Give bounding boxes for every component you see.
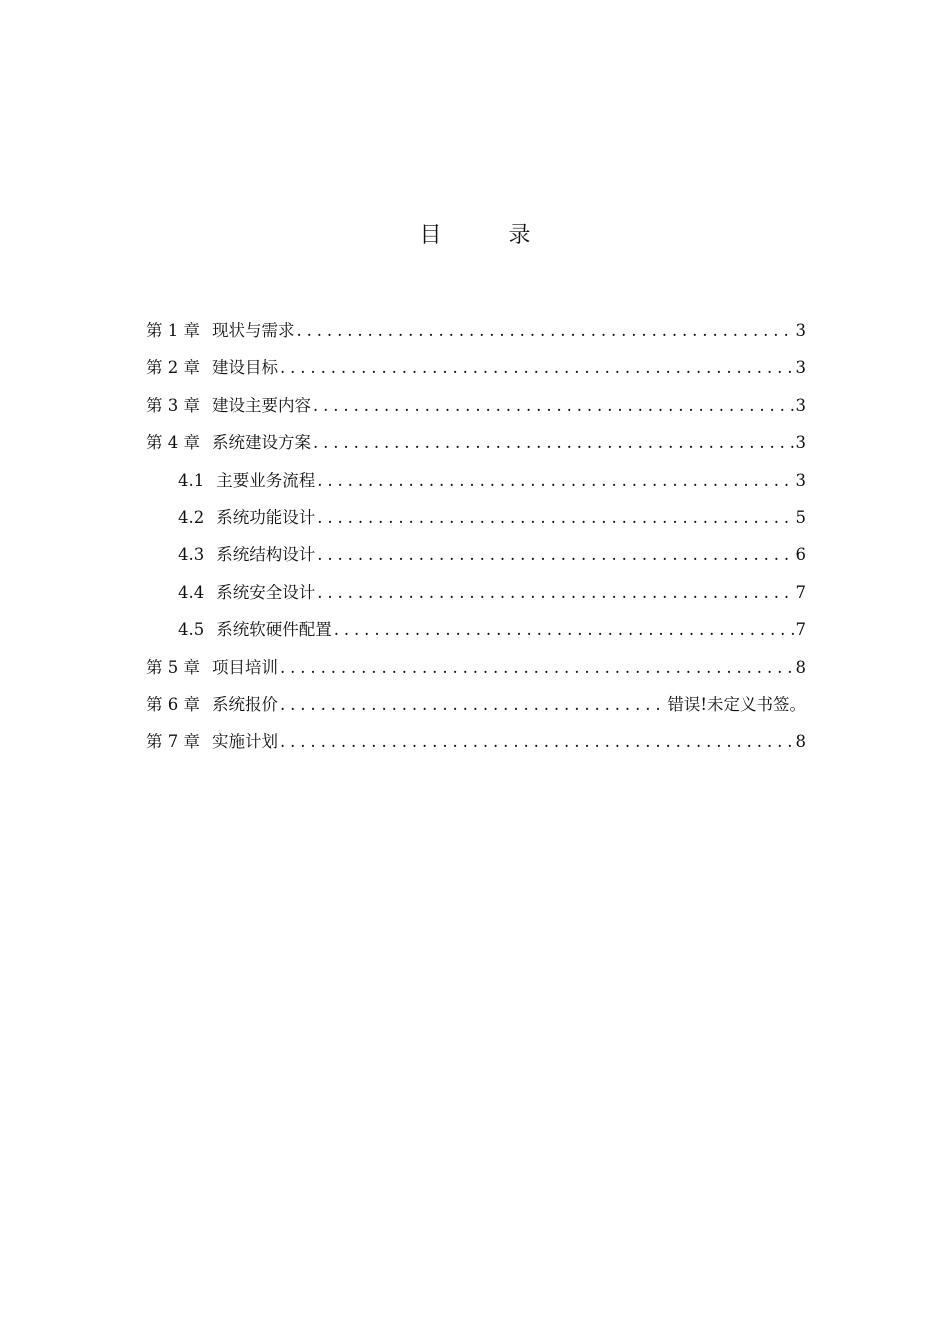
toc-entry-page: 7: [795, 582, 806, 602]
toc-entry-text: 主要业务流程: [216, 470, 316, 490]
toc-entry[interactable]: [146, 574, 806, 611]
toc-entry[interactable]: [146, 611, 806, 648]
toc-entry-page: 8: [795, 657, 806, 677]
toc-entry[interactable]: [146, 349, 806, 386]
toc-entry-page: 6: [795, 545, 806, 565]
toc-entry-text: 系统建设方案: [212, 433, 311, 453]
toc-entry-page: 3: [795, 321, 806, 340]
toc-entry-number: 第 7 章: [146, 732, 200, 752]
toc-entry-label: [146, 312, 295, 349]
toc-entry[interactable]: [146, 723, 806, 760]
toc-entry[interactable]: [146, 649, 806, 686]
toc-entry-number: 4.3: [178, 545, 205, 565]
toc-entry-text: 建设目标: [212, 358, 278, 378]
toc-entry-page: 8: [795, 732, 806, 752]
toc-entry-text: 系统软硬件配置: [216, 620, 332, 640]
toc-entry-page: 3: [795, 395, 806, 415]
toc-entry-page: 3: [795, 358, 806, 378]
toc-entry-text: 建设主要内容: [212, 395, 311, 415]
toc-entry-number: 第 4 章: [146, 433, 200, 453]
toc-entry-page: 3: [795, 433, 806, 453]
toc-leader-dots: [313, 387, 794, 424]
toc-entry[interactable]: [146, 686, 806, 723]
toc-leader-dots: [317, 536, 793, 573]
toc-entry[interactable]: [146, 499, 806, 536]
toc-entry-number: 4.5: [178, 620, 205, 640]
toc-leader-dots: [280, 723, 794, 760]
toc-leader-dots: [317, 462, 793, 499]
table-of-contents: [146, 312, 806, 761]
toc-entry-page: 3: [795, 470, 806, 490]
toc-entry-label: [146, 387, 311, 424]
toc-entry-text: 系统功能设计: [216, 507, 316, 527]
toc-entry-label: [146, 649, 278, 686]
toc-leader-dots: [280, 649, 794, 686]
toc-entry-number: 第 1 章: [146, 321, 200, 340]
toc-leader-dots: [297, 312, 794, 349]
toc-entry[interactable]: [146, 424, 806, 461]
toc-entry-page: 7: [795, 620, 806, 640]
toc-entry-number: 第 2 章: [146, 358, 200, 378]
toc-leader-dots: [313, 424, 794, 461]
toc-entry-text: 项目培训: [212, 657, 278, 677]
toc-leader-dots: [334, 611, 794, 648]
toc-entry-text: 系统报价: [212, 694, 278, 714]
toc-entry-number: 第 5 章: [146, 657, 200, 677]
toc-title: 目 录: [419, 223, 561, 248]
toc-entry-text: 实施计划: [212, 732, 278, 752]
toc-entry-number: 第 6 章: [146, 694, 200, 714]
toc-entry-number: 第 3 章: [146, 395, 200, 415]
toc-entry[interactable]: [146, 387, 806, 424]
toc-entry-label: [178, 574, 315, 611]
toc-entry-label: [178, 536, 315, 573]
toc-entry-label: [146, 349, 278, 386]
toc-entry-label: [178, 499, 315, 536]
toc-leader-dots: [317, 574, 793, 611]
toc-entry-number: 4.4: [178, 582, 205, 602]
toc-entry[interactable]: [146, 462, 806, 499]
toc-entry-label: [146, 424, 311, 461]
toc-entry-number: 4.1: [178, 470, 205, 490]
toc-entry-text: 系统安全设计: [216, 582, 316, 602]
toc-entry-text: 系统结构设计: [216, 545, 316, 565]
toc-entry[interactable]: [146, 536, 806, 573]
toc-entry-number: 4.2: [178, 507, 205, 527]
toc-entry-label: [178, 462, 315, 499]
toc-entry-label: [178, 611, 332, 648]
toc-entry-page: 5: [795, 507, 806, 527]
toc-entry-page: 错误!未定义书签。: [667, 694, 806, 714]
toc-leader-dots: [317, 499, 793, 536]
toc-leader-dots: [280, 349, 794, 386]
toc-leader-dots: [280, 686, 665, 723]
toc-entry[interactable]: [146, 312, 806, 349]
toc-entry-label: [146, 723, 278, 760]
toc-entry-label: [146, 686, 278, 723]
toc-entry-text: 现状与需求: [212, 321, 295, 340]
